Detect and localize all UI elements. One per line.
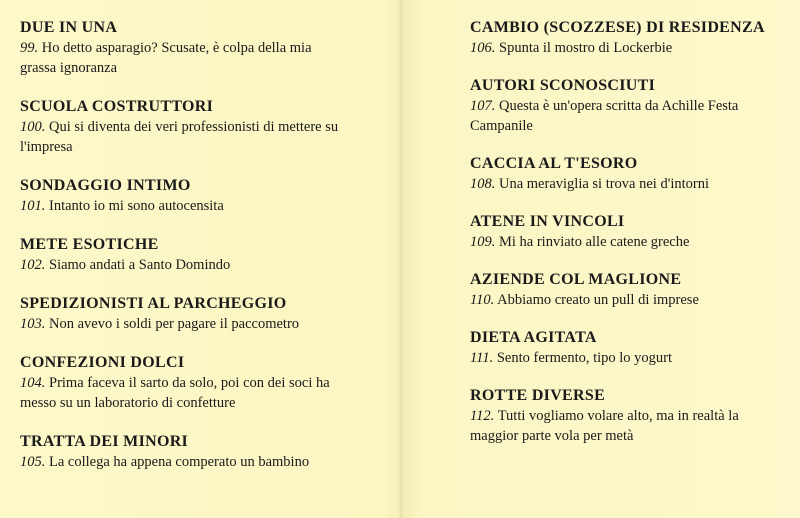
entry-title: SONDAGGIO INTIMO — [20, 177, 191, 194]
entry-title: DIETA AGITATA — [470, 329, 597, 346]
entry-body: Non avevo i soldi per pagare il paccometro — [49, 316, 300, 332]
entry-text — [470, 406, 785, 446]
entry-title: TRATTA DEI MINORI — [20, 433, 189, 450]
entry-number: 102. — [20, 257, 46, 273]
entry-body: Questa è un'opera scritta da Achille Festa Campanile — [470, 98, 739, 134]
entry-111 — [470, 328, 785, 368]
entry-number: 105. — [20, 454, 46, 470]
entry-body: Mi ha rinviato alle catene greche — [499, 234, 690, 250]
entry-104 — [20, 353, 350, 413]
entry-99 — [20, 18, 350, 78]
entry-text — [20, 452, 350, 472]
entry-text — [20, 373, 350, 413]
entry-number: 101. — [20, 198, 46, 214]
entry-text — [470, 174, 785, 194]
entry-105 — [20, 432, 350, 472]
entry-body: Sento fermento, tipo lo yogurt — [496, 350, 673, 366]
entry-text — [20, 117, 350, 157]
entry-title: SCUOLA COSTRUTTORI — [20, 98, 214, 115]
entry-title: DUE IN UNA — [20, 19, 118, 36]
entry-text — [470, 232, 785, 252]
entry-text — [470, 96, 785, 136]
entry-text — [20, 38, 350, 78]
entry-body: Intanto io mi sono autocensita — [49, 198, 224, 214]
left-page-column — [20, 18, 350, 491]
entry-text — [20, 314, 350, 334]
entry-text — [470, 348, 785, 368]
entry-text — [470, 290, 785, 310]
entry-title: AZIENDE COL MAGLIONE — [470, 271, 682, 288]
entry-number: 106. — [470, 40, 496, 56]
entry-103 — [20, 294, 350, 334]
entry-body: Spunta il mostro di Lockerbie — [499, 40, 673, 56]
entry-100 — [20, 97, 350, 157]
entry-body: Siamo andati a Santo Domindo — [49, 257, 231, 273]
entry-112 — [470, 386, 785, 446]
entry-title: AUTORI SCONOSCIUTI — [470, 77, 656, 94]
entry-number: 112. — [470, 408, 495, 424]
entry-body: Una meraviglia si trova nei d'intorni — [499, 176, 709, 192]
entry-title: CACCIA AL T'ESORO — [470, 155, 638, 172]
entry-110 — [470, 270, 785, 310]
entry-title: SPEDIZIONISTI AL PARCHEGGIO — [20, 295, 287, 312]
entry-108 — [470, 154, 785, 194]
entry-number: 99. — [20, 40, 39, 56]
entry-107 — [470, 76, 785, 136]
right-page-column — [470, 18, 785, 464]
entry-body: Tutti vogliamo volare alto, ma in realtà la maggior parte vola per metà — [470, 408, 739, 444]
entry-number: 103. — [20, 316, 46, 332]
entry-102 — [20, 235, 350, 275]
entry-title: ROTTE DIVERSE — [470, 387, 606, 404]
entry-body: Qui si diventa dei veri professionisti di mettere su l'impresa — [20, 119, 339, 155]
entry-number: 104. — [20, 375, 46, 391]
entry-body: Ho detto asparagio? Scusate, è colpa della mia grassa ignoranza — [20, 40, 312, 76]
entry-body: Prima faceva il sarto da solo, poi con dei soci ha messo su un laboratorio di confetture — [20, 375, 330, 411]
entry-title: CONFEZIONI DOLCI — [20, 354, 185, 371]
entry-text — [20, 255, 350, 275]
entry-109 — [470, 212, 785, 252]
entry-106 — [470, 18, 785, 58]
entry-title: METE ESOTICHE — [20, 236, 159, 253]
entry-number: 100. — [20, 119, 46, 135]
entry-number: 110. — [470, 292, 495, 308]
entry-number: 109. — [470, 234, 496, 250]
entry-body: Abbiamo creato un pull di imprese — [497, 292, 699, 308]
entry-title: CAMBIO (SCOZZESE) DI RESIDENZA — [470, 19, 765, 36]
page-fold — [398, 0, 404, 518]
entry-number: 111. — [470, 350, 494, 366]
entry-body: La collega ha appena comperato un bambino — [49, 454, 310, 470]
entry-number: 108. — [470, 176, 496, 192]
entry-number: 107. — [470, 98, 496, 114]
entry-text — [470, 38, 785, 58]
entry-text — [20, 196, 350, 216]
entry-101 — [20, 176, 350, 216]
entry-title: ATENE IN VINCOLI — [470, 213, 625, 230]
